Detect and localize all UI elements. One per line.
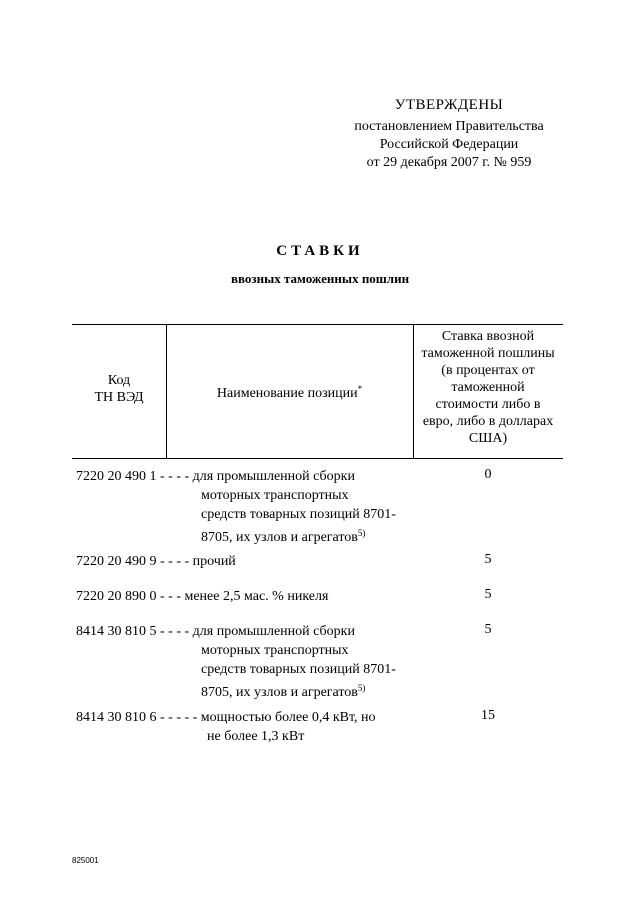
- header-rate-line-7: США): [468, 431, 508, 446]
- row-1-footnote: 5): [357, 528, 366, 538]
- header-rate-line-1: Ставка ввозной: [441, 329, 535, 344]
- approval-block: [330, 97, 568, 177]
- approval-line-3: от 29 декабря 2007 г. № 959: [366, 155, 532, 170]
- table-header-bottom-rule: [72, 458, 563, 459]
- table-row: [76, 587, 328, 606]
- header-rate: [413, 328, 563, 447]
- header-name-footnote-mark: *: [357, 384, 363, 394]
- row-1-desc-line-2: средств товарных позиций 8701-: [201, 507, 396, 522]
- row-4-desc-line-3: 8705, их узлов и агрегатов: [201, 685, 358, 700]
- table-row: [76, 708, 376, 746]
- approval-line-2: Российской Федерации: [379, 137, 519, 152]
- header-rate-line-6: евро, либо в долларах: [422, 414, 554, 429]
- row-1-rate: 0: [484, 467, 492, 482]
- document-title: СТАВКИ: [276, 243, 364, 259]
- row-4-desc-line-2: средств товарных позиций 8701-: [201, 662, 396, 677]
- table-top-rule: [72, 324, 563, 325]
- row-3-rate: 5: [484, 587, 492, 602]
- header-code-line-1: Код: [107, 373, 131, 388]
- header-code-line-2: ТН ВЭД: [94, 390, 144, 405]
- header-code: [72, 372, 166, 406]
- row-4-footnote: 5): [357, 683, 366, 693]
- header-name: [166, 381, 413, 402]
- row-4-code-line: 8414 30 810 5 - - - - для промышленной сборки: [76, 624, 355, 639]
- header-rate-line-3: (в процентах от: [441, 363, 535, 378]
- row-1-desc-line-3: 8705, их узлов и агрегатов: [201, 530, 358, 545]
- header-rate-line-5: стоимости либо в: [435, 397, 541, 412]
- row-1-code-line: 7220 20 490 1 - - - - для промышленной сборки: [76, 469, 355, 484]
- approval-line-1: постановлением Правительства: [354, 119, 544, 134]
- approval-heading: УТВЕРЖДЕНЫ: [394, 97, 504, 113]
- row-3-code-line: 7220 20 890 0 - - - менее 2,5 мас. % никеля: [76, 589, 329, 604]
- row-5-rate: 15: [481, 708, 495, 723]
- table-row: [76, 622, 396, 702]
- header-name-text: Наименование позиции: [216, 386, 358, 401]
- header-rate-line-4: таможенной: [451, 380, 525, 395]
- row-4-rate: 5: [484, 622, 492, 637]
- document-subtitle: ввозных таможенных пошлин: [230, 271, 410, 286]
- table-row: [76, 467, 396, 547]
- row-4-desc-line-1: моторных транспортных: [201, 643, 349, 658]
- row-5-code-line: 8414 30 810 6 - - - - - мощностью более 0,4 кВт, но: [76, 710, 376, 725]
- row-2-rate: 5: [484, 552, 492, 567]
- row-2-code-line: 7220 20 490 9 - - - - прочий: [76, 554, 236, 569]
- table-row: [76, 552, 236, 571]
- row-5-desc-line-1: не более 1,3 кВт: [207, 729, 305, 744]
- header-rate-line-2: таможенной пошлины: [421, 346, 555, 361]
- document-number: 825001: [72, 856, 99, 865]
- row-1-desc-line-1: моторных транспортных: [201, 488, 349, 503]
